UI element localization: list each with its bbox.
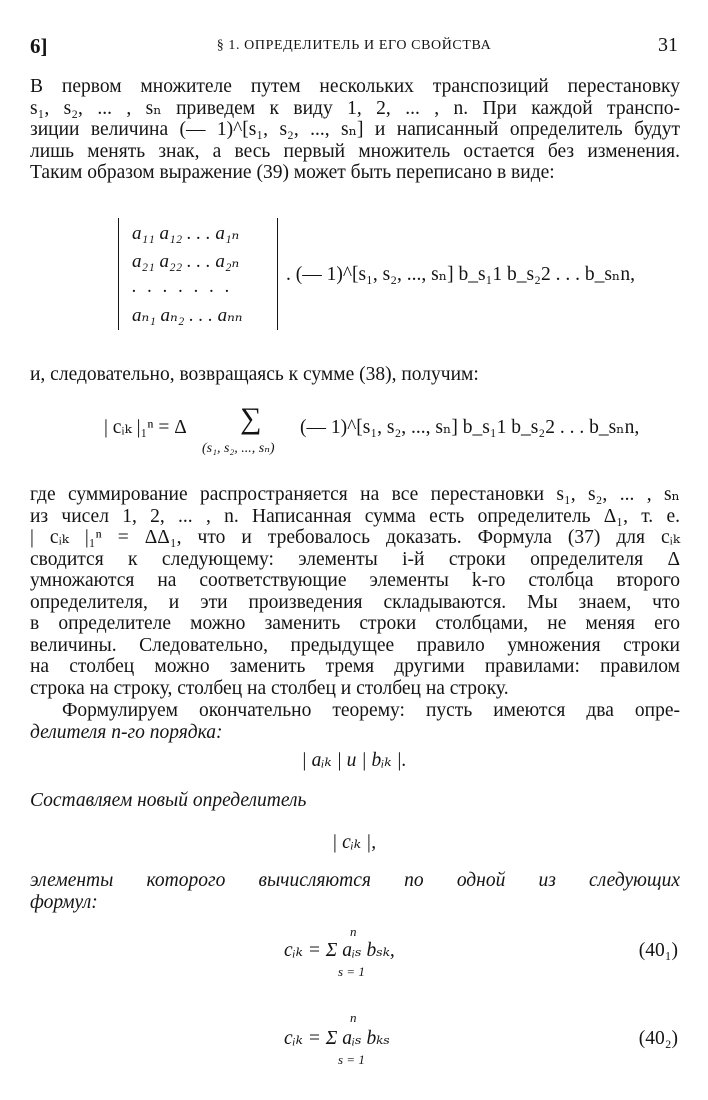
- formula1-upper-limit: n: [350, 924, 357, 939]
- text-line: в определителе можно заменить строки столбцами, не меняя его: [30, 613, 680, 634]
- text-line: формул:: [30, 891, 98, 913]
- formula2-upper-limit: n: [350, 1010, 357, 1025]
- page-number: 31: [658, 34, 678, 56]
- text-line: Формулируем окончательно теорему: пусть имеются два опре-: [62, 700, 680, 721]
- formula1-lower-limit: s = 1: [338, 964, 365, 979]
- matrix-factor-expression: . (— 1)^[s₁, s₂, ..., sₙ] b_s₁1 b_s₂2 . . . b_sₙn,: [286, 264, 635, 285]
- matrix-row: . . . . . . .: [132, 276, 233, 297]
- formula2-lower-limit: s = 1: [338, 1052, 365, 1067]
- matrix-row: a₁₁ a₁₂ . . . a₁ₙ: [132, 223, 240, 244]
- text-line: величины. Следовательно, предыдущее правило умножения строки: [30, 634, 680, 656]
- determinant-left-bar: [118, 218, 119, 330]
- text-line: | cᵢₖ |₁ⁿ = ΔΔ₁, что и требовалось доказать. Формула (37) для cᵢₖ: [30, 527, 680, 548]
- text-line: и, следовательно, возвращаясь к сумме (38), получим:: [30, 364, 479, 385]
- section-title: § 1. ОПРЕДЕЛИТЕЛЬ И ЕГО СВОЙСТВА: [216, 38, 492, 53]
- text-line: умножаются на соответствующие элементы k-го столбца второго: [30, 570, 680, 591]
- sum-index-range: (s₁, s₂, ..., sₙ): [202, 441, 275, 456]
- text-line: где суммирование распространяется на все перестановки s₁, s₂, ... , sₙ: [30, 484, 680, 505]
- running-header: [30, 34, 678, 58]
- paragraph-new-determinant: [30, 790, 680, 812]
- text-line: элементы которого вычисляются по одной из следующих: [30, 870, 680, 891]
- sum-lhs: | cᵢₖ |₁ⁿ = Δ: [104, 417, 187, 438]
- matrix-row: a₂₁ a₂₂ . . . a₂ₙ: [132, 251, 240, 272]
- determinant-right-bar: [277, 218, 278, 330]
- text-line: зиции величина (— 1)^[s₁, s₂, ..., sₙ] и написанный определитель будут: [30, 119, 680, 140]
- text-line: определителя, и эти произведения складываются. Мы знаем, что: [30, 591, 680, 613]
- new-determinant: | cᵢₖ |,: [331, 832, 377, 853]
- formula-40-2: cᵢₖ = Σ aᵢₛ bₖₛ: [284, 1028, 390, 1049]
- summation-sign: ∑: [240, 402, 262, 435]
- equation-number: (40₁): [638, 940, 678, 961]
- text-line: из чисел 1, 2, ... , n. Написанная сумма есть определитель Δ₁, т. е.: [30, 505, 680, 527]
- text-line: Таким образом выражение (39) может быть переписано в виде:: [30, 162, 555, 183]
- text-line: В первом множителе путем нескольких транспозиций перестановку: [30, 76, 680, 97]
- matrix-row: aₙ₁ aₙ₂ . . . aₙₙ: [132, 305, 243, 326]
- determinant-matrix: [118, 218, 278, 330]
- text-line: делителя n-го порядка:: [30, 721, 223, 743]
- text-line: на столбец можно заменить тремя другими правилами: правилом: [30, 656, 680, 677]
- chapter-number: 6]: [30, 34, 48, 58]
- equation-number: (40₂): [638, 1028, 678, 1049]
- formula-40-1: cᵢₖ = Σ aᵢₛ bₛₖ,: [284, 940, 395, 961]
- paragraph-transpositions: [30, 76, 680, 184]
- sum-rhs: (— 1)^[s₁, s₂, ..., sₙ] b_s₁1 b_s₂2 . . . b_sₙn,: [300, 417, 640, 438]
- determinant-pair: | aᵢₖ | и | bᵢₖ |.: [301, 750, 407, 771]
- paragraph-theorem: [30, 700, 680, 743]
- text-line: строка на строку, столбец на столбец и столбец на строку.: [30, 677, 509, 699]
- text-line: s₁, s₂, ... , sₙ приведем к виду 1, 2, ... , n. При каждой транспо-: [30, 97, 680, 119]
- paragraph-sum-intro: [30, 364, 680, 386]
- paragraph-elements: [30, 870, 680, 913]
- paragraph-proof: [30, 484, 680, 699]
- text-line: лишь менять знак, а весь первый множитель остается без изменения.: [30, 140, 680, 162]
- text-line: Составляем новый определитель: [30, 790, 307, 811]
- text-line: сводится к следующему: элементы i-й строки определителя Δ: [30, 548, 680, 570]
